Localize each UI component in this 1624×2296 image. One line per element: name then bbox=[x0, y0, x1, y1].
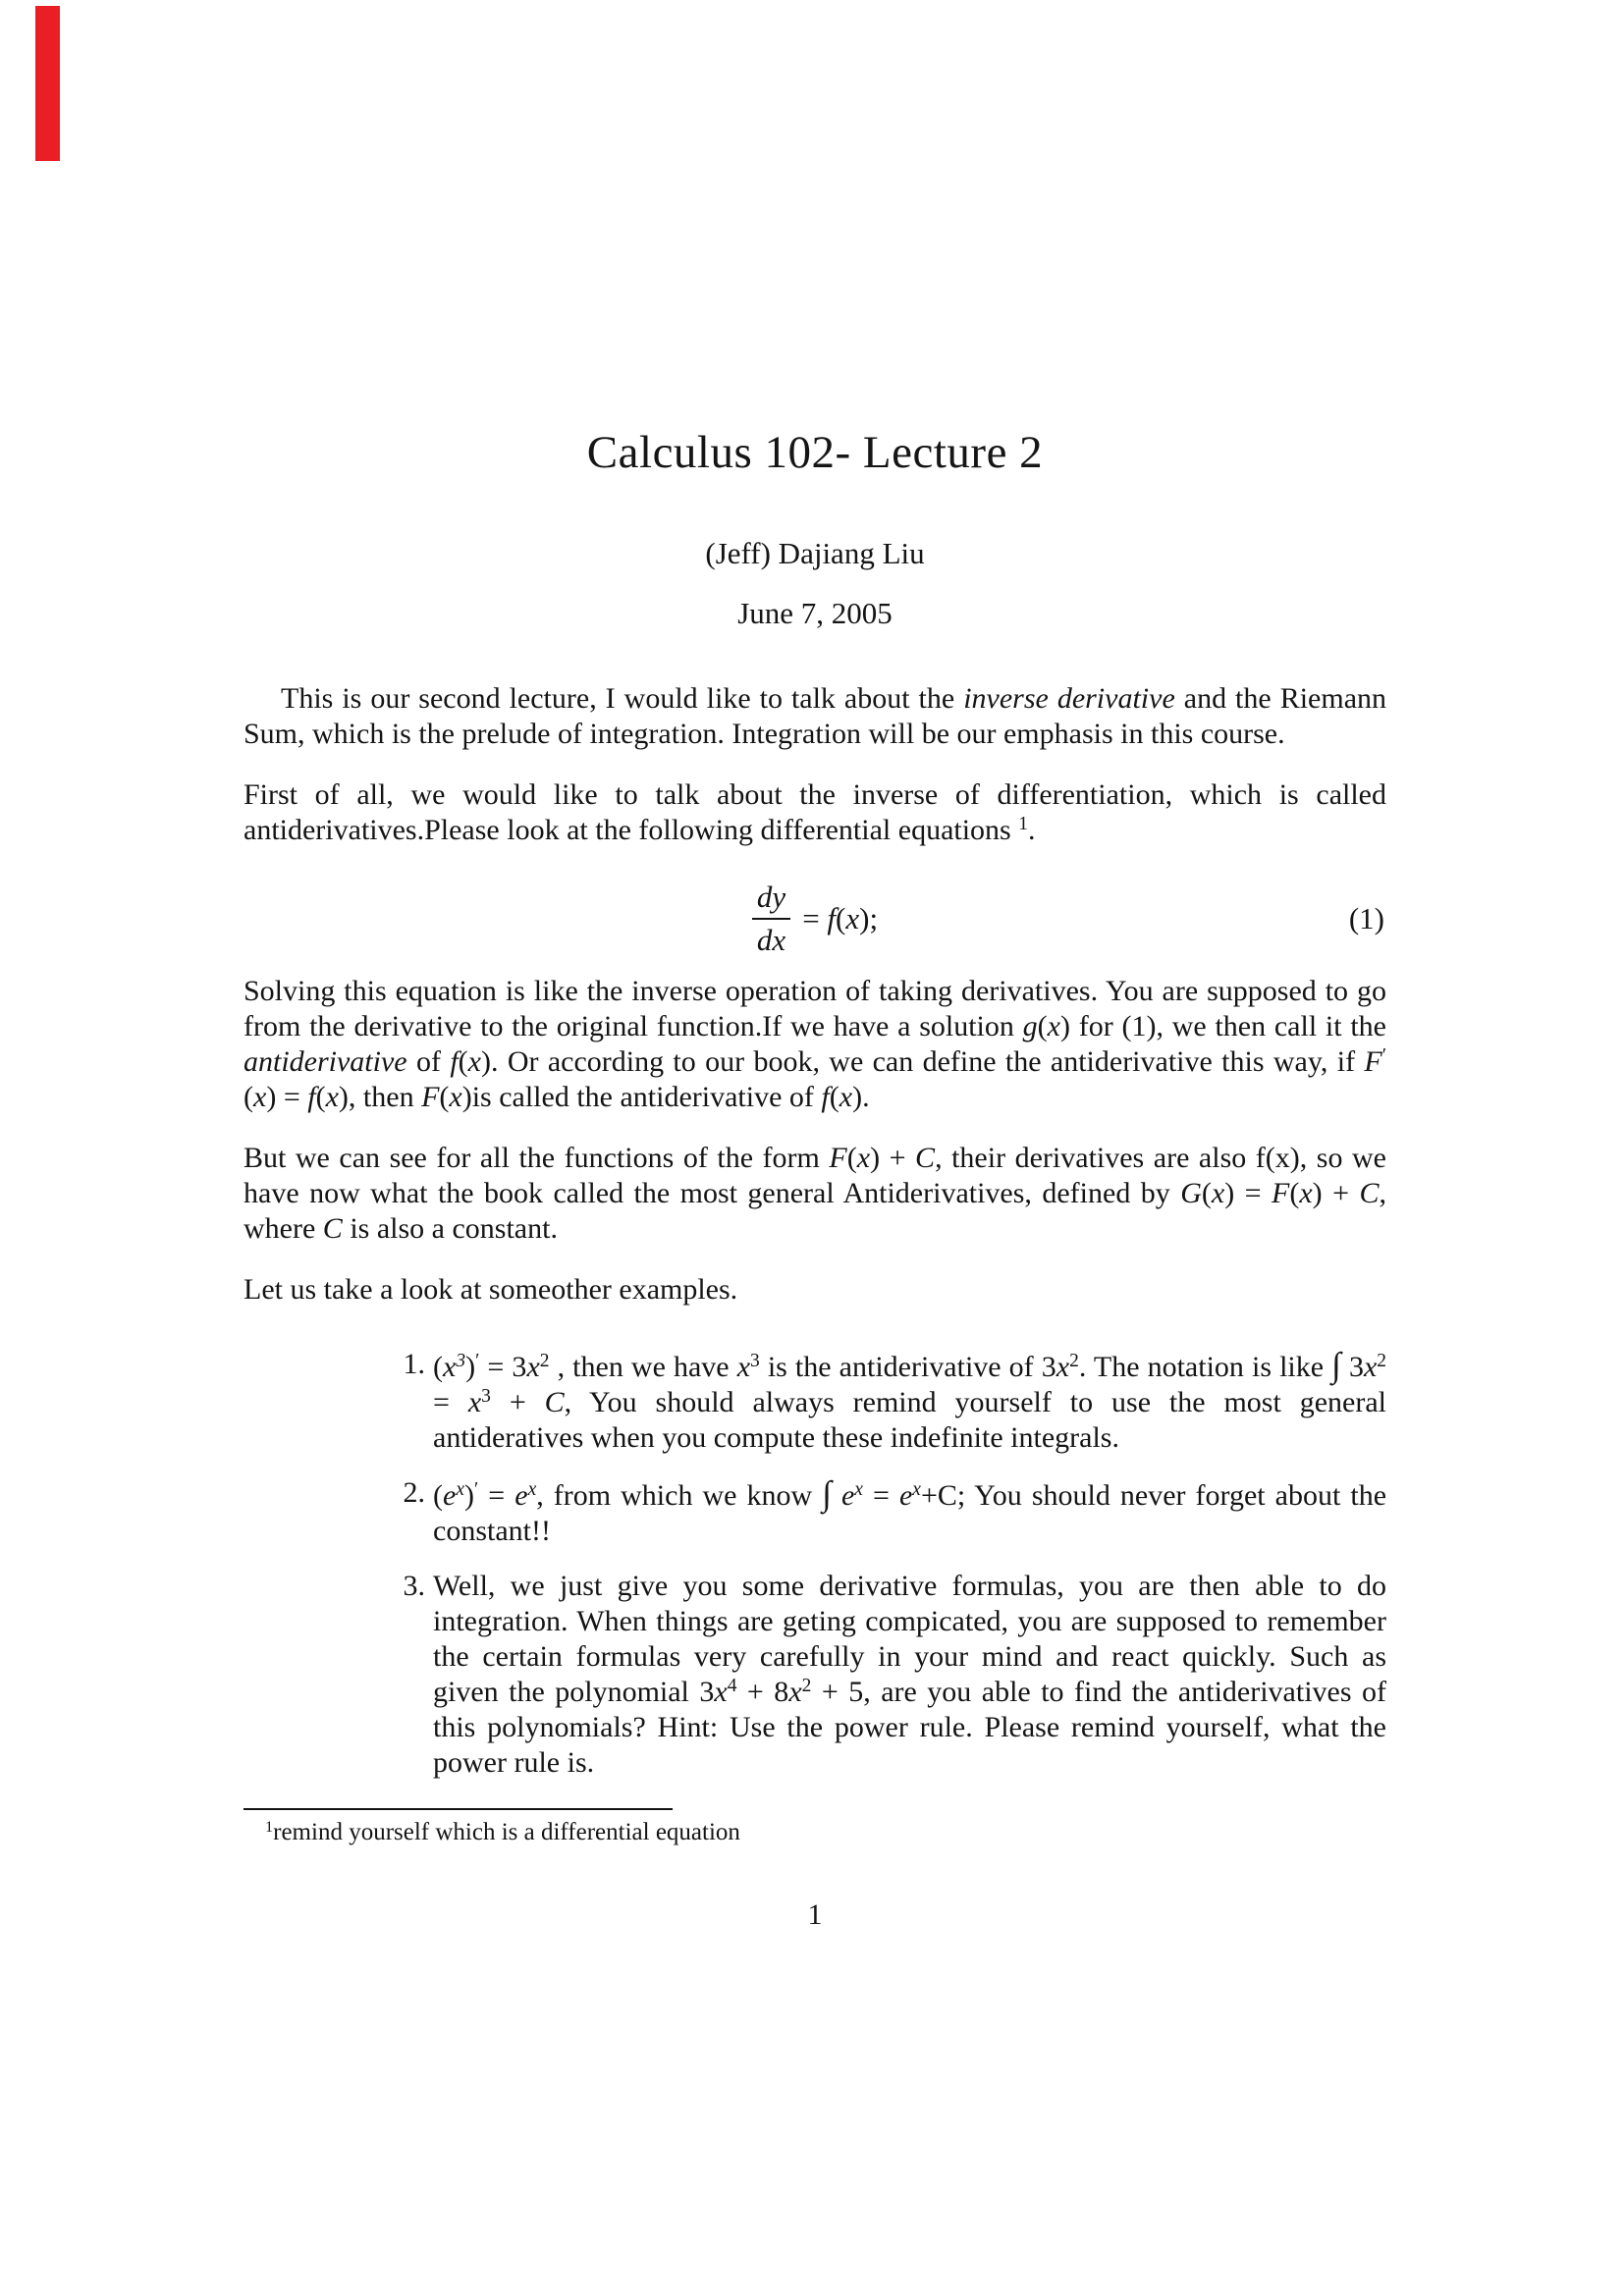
fraction-numerator: dy bbox=[752, 880, 790, 920]
footnote-block bbox=[244, 1808, 1386, 1847]
footnote-text: $^1$remind yourself which is a differential equation bbox=[265, 1817, 740, 1845]
list-item-number: 3. bbox=[403, 1570, 425, 1602]
list-item-number: 1. bbox=[403, 1348, 425, 1380]
paragraph-solving: Solving this equation is like the inverse operation of taking derivatives. You are supposed to go from the derivative to the original function.If we have a solution g(x) for (1), we then call it the antiderivative of f(x). Or according to our book, we can define the antiderivative this way, if F′(x) = f(x), then F(x)is called the antiderivative of f(x). bbox=[244, 975, 1387, 1113]
paragraph-general-antiderivatives: But we can see for all the functions of the form F(x) + C, their derivatives are also f(x), so we have now what the book called the most general Antiderivatives, defined by G(x) = F(x) + C, where C is also a constant. bbox=[244, 1142, 1386, 1245]
equation-right-side: = f(x); bbox=[802, 901, 879, 935]
paragraph-antiderivatives: First of all, we would like to talk about the inverse of differentiation, which is called antiderivatives.Please look at the following differential equations $^1$. bbox=[244, 778, 1386, 846]
examples-list bbox=[244, 1347, 1386, 1781]
list-item-number: 2. bbox=[403, 1476, 425, 1509]
author-line: (Jeff) Dajiang Liu bbox=[705, 536, 925, 570]
list-item-text: $(x^3)' = 3x^2$ , then we have $x^3$ is the antiderivative of $3x^2$. The notation is like ∫ $3x^2 = x^3 + C$, You should always remind yourself to use the most general antideratives when you compute these indefinite integrals. bbox=[433, 1345, 1387, 1454]
paragraph-intro: This is our second lecture, I would like to talk about the inverse derivative and the Riemann Sum, which is the prelude of integration. Integration will be our emphasis in this course. bbox=[244, 682, 1387, 750]
list-item bbox=[403, 1473, 1387, 1549]
red-margin-mark bbox=[35, 6, 60, 161]
page-number: 1 bbox=[807, 1898, 823, 1931]
equation-dy-dx bbox=[244, 874, 1386, 964]
document-body bbox=[244, 681, 1386, 1800]
list-item-text: $(e^x)' = e^x$, from which we know ∫ $e^x = e^x+C$; You should never forget about the constant!! bbox=[433, 1473, 1387, 1547]
fraction-denominator: dx bbox=[756, 923, 786, 957]
list-item bbox=[403, 1569, 1386, 1781]
list-item bbox=[403, 1345, 1387, 1456]
date-line: June 7, 2005 bbox=[737, 596, 893, 630]
fraction-dy-dx bbox=[752, 880, 790, 957]
list-item-text: Well, we just give you some derivative formulas, you are then able to do integration. When things are geting compicated, you are supposed to remember the certain formulas very carefully in your mind and react quickly. Such as given the polynomial $3x^4 + 8x^2 + 5$, are you able to find the antiderivatives of this polynomials? Hint: Use the power rule. Please remind yourself, what the power rule is. bbox=[433, 1570, 1386, 1779]
paragraph-examples-intro: Let us take a look at someother examples. bbox=[244, 1273, 738, 1306]
page-title: Calculus 102- Lecture 2 bbox=[586, 427, 1044, 478]
equation-number: (1) bbox=[1348, 901, 1384, 935]
footnote-rule bbox=[244, 1808, 673, 1810]
